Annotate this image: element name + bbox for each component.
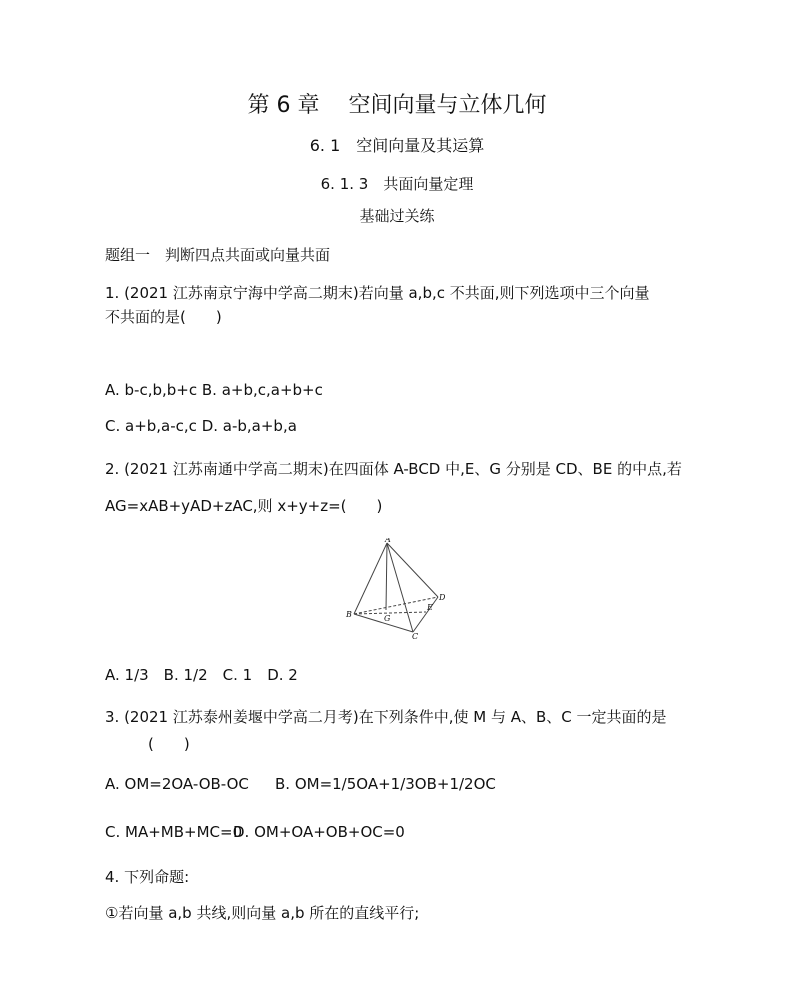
group-title: 题组一 判断四点共面或向量共面 bbox=[105, 246, 331, 264]
q2-options: A. 1/3 B. 1/2 C. 1 D. 2 bbox=[105, 666, 298, 684]
label-c: C bbox=[412, 632, 419, 641]
q2-line2: AG=xAB+yAD+zAC,则 x+y+z=( ) bbox=[105, 497, 383, 515]
q4-item1: ①若向量 a,b 共线,则向量 a,b 所在的直线平行; bbox=[105, 904, 420, 922]
edge-bd bbox=[354, 597, 438, 614]
q1-options-cd: C. a+b,a-c,c D. a-b,a+b,a bbox=[105, 417, 297, 435]
q1-line1: 1. (2021 江苏南京宁海中学高二期末)若向量 a,b,c 不共面,则下列选项中三个向量 bbox=[105, 284, 650, 302]
edge-ab bbox=[354, 543, 387, 614]
q2-line1: 2. (2021 江苏南通中学高二期末)在四面体 A-BCD 中,E、G 分别是 CD、BE 的中点,若 bbox=[105, 460, 682, 478]
segment-ag bbox=[386, 543, 387, 610]
label-a: A bbox=[385, 538, 391, 544]
q3-option-b: B. OM=1/5OA+1/3OB+1/2OC bbox=[275, 775, 496, 793]
chapter-title: 第 6 章 空间向量与立体几何 bbox=[247, 93, 547, 118]
section-title: 6. 1 空间向量及其运算 bbox=[309, 136, 485, 155]
subsection-title: 6. 1. 3 共面向量定理 bbox=[320, 175, 474, 193]
q3-line1: 3. (2021 江苏泰州姜堰中学高二月考)在下列条件中,使 M 与 A、B、C 一定共面的是 bbox=[105, 708, 667, 726]
q3-option-a: A. OM=2OA-OB-OC bbox=[105, 775, 249, 793]
edge-cd bbox=[413, 597, 438, 632]
q3-option-d: D. OM+OA+OB+OC=0 bbox=[233, 823, 405, 841]
label-b: B bbox=[346, 610, 352, 619]
label-g: G bbox=[384, 614, 391, 623]
tetrahedron-figure bbox=[340, 538, 460, 643]
q1-line2: 不共面的是( ) bbox=[105, 308, 222, 326]
q4-line1: 4. 下列命题: bbox=[105, 868, 190, 886]
practice-label: 基础过关练 bbox=[359, 207, 435, 225]
q3-option-c: C. MA+MB+MC=0 bbox=[105, 823, 243, 841]
q1-options-ab: A. b-c,b,b+c B. a+b,c,a+b+c bbox=[105, 381, 323, 399]
label-e: E bbox=[427, 603, 433, 612]
label-d: D bbox=[439, 593, 446, 602]
q3-line2: ( ) bbox=[148, 735, 190, 753]
